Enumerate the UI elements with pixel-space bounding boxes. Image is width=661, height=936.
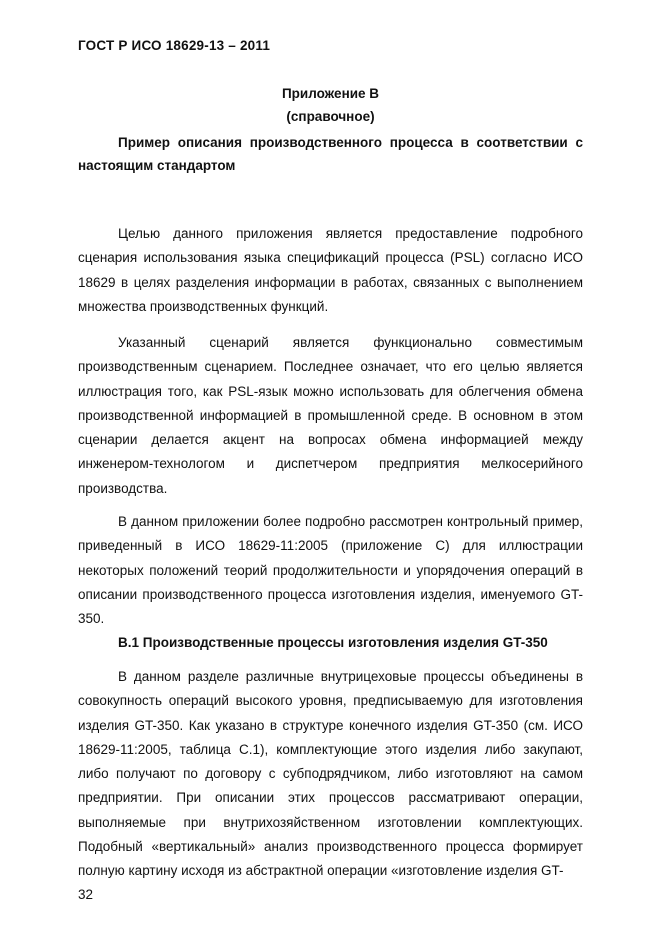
appendix-title: Приложение В xyxy=(281,86,380,101)
standard-header: ГОСТ Р ИСО 18629-13 – 2011 xyxy=(78,38,271,53)
appendix-caption: Пример описания производственного процесса в соответствии с настоящим стандартом xyxy=(78,135,583,173)
paragraph-example: В данном приложении более подробно рассмотрен контрольный пример, приведенный в ИСО 18629-11:2005 (приложение С) для иллюстрации некоторых положений теорий продолжительности и упорядочения операций в описании производственного процесса изготовления изделия, именуемого GT-350. xyxy=(78,514,583,627)
paragraph-scenario: Указанный сценарий является функционально совместимым производственным сценарием. Последнее означает, что его целью является иллюстрация того, как PSL-язык можно использовать для облегчения обмена производственной информацией в промышленной среде. В основном в этом сценарии делается акцент на вопросах обмена информацией между инженером-технологом и диспетчером предприятия мелкосерийного производства. xyxy=(78,335,583,496)
appendix-subtitle: (справочное) xyxy=(286,109,375,124)
paragraph-purpose: Целью данного приложения является предоставление подробного сценария использования языка спецификаций процесса (PSL) согласно ИСО 18629 в целях разделения информации в работах, связанных с выполнением множества производственных функций. xyxy=(78,226,583,314)
section-paragraph: В данном разделе различные внутрицеховые процессы объединены в совокупность операций высокого уровня, предписываемую для изготовления изделия GT-350. Как указано в структуре конечного изделия GT-350 (см. ИСО 18629-11:2005, таблица С.1), комплектующие этого изделия либо закупают, либо получают по договору с субподрядчиком, либо изготовляют на самом предприятии. При описании этих процессов рассматривают операции, выполняемые при внутрихозяйственном изготовлении комплектующих. Подобный «вертикальный» анализ производственного процесса формирует полную картину исходя из абстрактной операции «изготовление изделия GT- xyxy=(78,669,583,879)
page-number: 32 xyxy=(78,887,94,902)
section-heading: В.1 Производственные процессы изготовления изделия GT-350 xyxy=(118,635,548,650)
